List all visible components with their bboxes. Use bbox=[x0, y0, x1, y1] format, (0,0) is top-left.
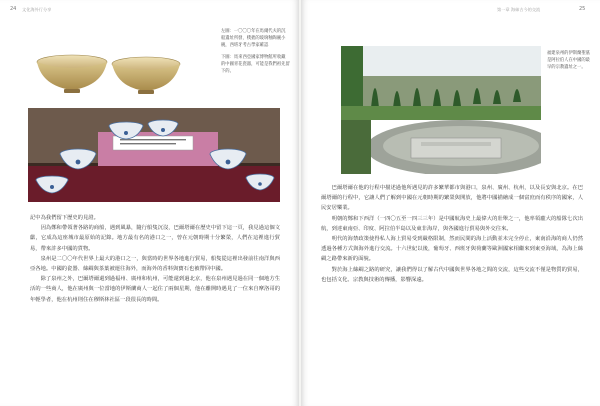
page-number: 25 bbox=[579, 6, 586, 12]
paragraph: 除了泉州之外，巴爾塔爾還到過福州、廣州和杭州，可能還到過北京，他在泉州遇見過在同一個地方生活的一些商人，他在廣州與一位當地的伊斯蘭商人一起住了兩個星期，他在離開時遇見了一位來自摩洛哥的年輕學者，他在杭州則住在穆斯林社區一段很長的時間。 bbox=[30, 276, 280, 303]
paragraph: 因為鄭和帶領著各路的商船，遇到風暴，隨行船隻沉沒，巴爾塔爾在歷史中留下這一頁，我見過這個文獻，它成為這座城市最原始的記錄。地方最有名的港口之一，曾在元朝時期十分繁榮，人們在這裡進行貿易，帶來許多中國的貨物。 bbox=[30, 225, 280, 252]
paragraph: 巴爾塔爾在他的行程中描述過他所遇見的許多繁華都市與港口，泉州、廣州、杭州，以及長安與北京。在巴爾塔爾的行程中，它讓人們了解到中國在元朝時期的繁榮與開放，他將中國描繪成一個富庶而有秩序的國家，人民安居樂業。 bbox=[321, 185, 583, 212]
left-page bbox=[0, 0, 299, 406]
caption-line: 福建泉州的伊斯蘭聖墓 bbox=[547, 51, 590, 56]
caption-line: 左圖：一〇〇〇年在馬爾代夫的沉 bbox=[221, 29, 286, 34]
museum-display-photo bbox=[28, 108, 280, 202]
running-head: 第一章 海絲古今的交流 bbox=[497, 7, 541, 12]
right-page bbox=[301, 0, 600, 406]
paragraph: 泉州是二〇〇年代世界上最大的港口之一，與當時的世界各地進行貿易，船隻從這裡出發前往南洋與西亞各地。中國的瓷器、絲綢與茶葉被運往海外，而海外的香料與寶石也被帶回中國。 bbox=[30, 255, 280, 273]
right-body-text bbox=[321, 183, 583, 285]
paragraph: 記中為我們留下歷史的見證。 bbox=[30, 215, 99, 221]
caption-line: 是阿拉伯人在中國的最 bbox=[547, 58, 590, 63]
caption-line: 下圖：馬來西亞國家博物館所收藏 bbox=[221, 55, 286, 60]
caption-line: 的中國青花瓷器，可能是我們祖先留下的。 bbox=[221, 62, 290, 74]
paragraph: 明代的海禁政策使得私人海上貿易受到嚴格限制，然而民間的海上活動並未完全停止，東南沿海的商人仍然透過各種方式與海外進行交流。十六世紀以後，葡萄牙、西班牙與荷蘭等歐洲國家相繼來到東亞海域，為海上絲綢之路帶來新的面貌。 bbox=[321, 236, 583, 263]
paragraph: 對於海上絲綢之路的研究，讓我們得以了解古代中國與世界各地之間的交流，這些交流不僅是物質的貿易，也包括文化、宗教與技術的傳播，影響深遠。 bbox=[321, 266, 583, 283]
caption-right bbox=[547, 50, 595, 71]
paragraph: 明朝的鄭和下西洋（一四〇五至一四三三年）是中國航海史上最偉大的壯舉之一，他率領龐大的船隊七次出航，到達東南亞、印度、阿拉伯半島以及東非海岸，與各國進行貿易與外交往來。 bbox=[321, 215, 583, 232]
page-number: 24 bbox=[10, 6, 17, 12]
caption-line: 碗，西班牙考古學家確認 bbox=[221, 43, 269, 48]
cemetery-photo bbox=[341, 46, 541, 174]
caption-line: 船遺址所發，樸拙的玻璃釉陶碗小 bbox=[221, 36, 286, 41]
caption-line: 早的宗教遺址之一。 bbox=[547, 65, 586, 70]
left-body-text bbox=[30, 213, 280, 305]
celadon-bowls-photo bbox=[28, 46, 214, 98]
running-head: 文化海外行分享 bbox=[22, 7, 52, 12]
caption-top bbox=[221, 28, 291, 75]
